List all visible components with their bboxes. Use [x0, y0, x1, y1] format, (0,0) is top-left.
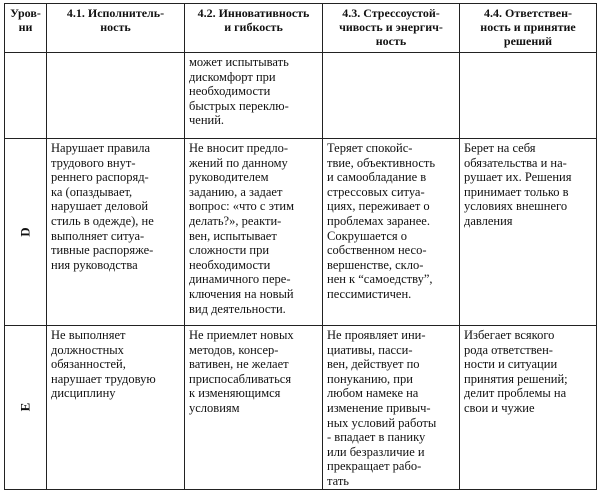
- table-cell: Не выполняет должностных обязанностей, нарушает трудовую дисциплину: [47, 326, 185, 490]
- table-cell: Теряет спокойс- твие, объективность и самообладание в стрессовых ситуа- циях, переживает о проблемах заранее. Сокрушается о собственном несо- вершенстве, скло- нен к “самоедству”, пессимистичен.: [323, 139, 460, 326]
- header-innovativeness: 4.2. Инновативность и гибкость: [185, 4, 323, 53]
- table-cell: Не проявляет ини- циативы, пасси- вен, действует по понуканию, при любом намеке на изменение привыч- ных условий работы - впадает в панику или безразличие и прекращает рабо- тать: [323, 326, 460, 490]
- table-cell: Нарушает правила трудового внут- реннего распоряд- ка (опаздывает, нарушает деловой стиль в одежде), не выполняет ситуа- тивные распоряже- ния руководства: [47, 139, 185, 326]
- table-cell: Берет на себя обязательства и на- рушает их. Решения принимает только в условиях внешнего давления: [460, 139, 597, 326]
- header-stress-resistance: 4.3. Стрессоустой- чивость и энергич- ность: [323, 4, 460, 53]
- table-row-level-e: [5, 326, 597, 490]
- table-cell: [47, 53, 185, 139]
- level-label: E: [17, 402, 33, 412]
- table-cell: Избегает всякого рода ответствен- ности и ситуации принятия решений; делит проблемы на свои и чужие: [460, 326, 597, 490]
- level-label: D: [17, 227, 33, 237]
- header-levels: Уров- ни: [5, 4, 47, 53]
- table-cell: [460, 53, 597, 139]
- header-responsibility: 4.4. Ответствен- ность и принятие решений: [460, 4, 597, 53]
- document-page: [4, 3, 597, 490]
- table-header-row: [5, 4, 597, 53]
- header-performance: 4.1. Исполнитель- ность: [47, 4, 185, 53]
- table-cell: может испытывать дискомфорт при необходимости быстрых переклю- чений.: [185, 53, 323, 139]
- level-label-cell: [5, 326, 47, 490]
- table-row-level-d: [5, 139, 597, 326]
- competency-levels-table: [4, 3, 597, 490]
- level-label-cell: [5, 139, 47, 326]
- table-cell: Не вносит предло- жений по данному руководителем заданию, а задает вопрос: «что с этим делать?», реакти- вен, испытывает сложности при необходимости динамичного пере- ключения на новый вид деятельности.: [185, 139, 323, 326]
- table-cell: [5, 53, 47, 139]
- table-row-continuation: [5, 53, 597, 139]
- table-cell: [323, 53, 460, 139]
- table-cell: Не приемлет новых методов, консер- вативен, не желает приспосабливаться к изменяющимся условиям: [185, 326, 323, 490]
